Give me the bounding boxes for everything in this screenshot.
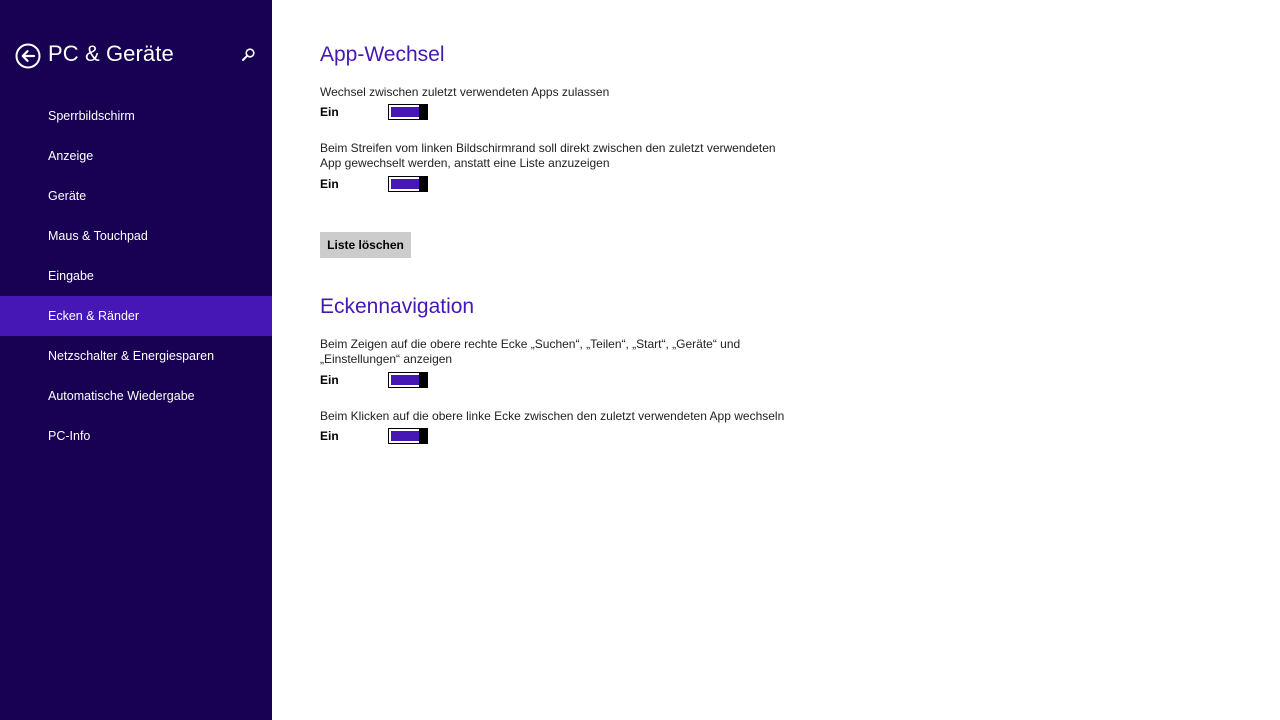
clear-list-button[interactable]: Liste löschen bbox=[320, 232, 411, 258]
toggle-state-label: Ein bbox=[320, 429, 339, 443]
toggle-row bbox=[320, 176, 460, 192]
upper-right-corner-charms-toggle[interactable] bbox=[388, 372, 428, 388]
sidebar-item-netzschalter-energiesparen[interactable]: Netzschalter & Energiesparen bbox=[48, 349, 215, 363]
setting-description: Beim Streifen vom linken Bildschirmrand soll direkt zwischen den zuletzt verwendeten App gewechselt werden, anstatt eine Liste anzuzeigen bbox=[320, 141, 776, 170]
sidebar-item-eingabe[interactable]: Eingabe bbox=[48, 269, 94, 283]
toggle-row bbox=[320, 372, 460, 388]
page-title: PC & Geräte bbox=[48, 41, 174, 66]
sidebar-item-anzeige[interactable]: Anzeige bbox=[48, 149, 94, 163]
sidebar-item-automatische-wiedergabe[interactable]: Automatische Wiedergabe bbox=[48, 389, 195, 403]
toggle-row bbox=[320, 104, 460, 120]
allow-app-switching-toggle[interactable] bbox=[388, 104, 428, 120]
swipe-direct-switch-toggle[interactable] bbox=[388, 176, 428, 192]
upper-left-corner-switch-toggle[interactable] bbox=[388, 428, 428, 444]
sidebar-item-ecken-raender[interactable]: Ecken & Ränder bbox=[0, 296, 272, 336]
toggle-state-label: Ein bbox=[320, 105, 339, 119]
sidebar-item-sperrbildschirm[interactable]: Sperrbildschirm bbox=[48, 109, 135, 123]
sidebar-nav bbox=[0, 96, 272, 456]
section-title-corner-navigation: Eckennavigation bbox=[320, 295, 475, 318]
back-arrow-circle-icon[interactable] bbox=[15, 43, 41, 69]
sidebar-item-pc-info[interactable]: PC-Info bbox=[48, 429, 91, 443]
sidebar-item-maus-touchpad[interactable]: Maus & Touchpad bbox=[48, 229, 148, 243]
setting-description: Beim Klicken auf die obere linke Ecke zwischen den zuletzt verwendeten App wechseln bbox=[320, 409, 785, 423]
toggle-state-label: Ein bbox=[320, 373, 339, 387]
sidebar-item-geraete[interactable]: Geräte bbox=[48, 189, 87, 203]
sidebar bbox=[0, 0, 272, 720]
setting-description: Wechsel zwischen zuletzt verwendeten Apps zulassen bbox=[320, 85, 610, 99]
section-title-app-switching: App-Wechsel bbox=[320, 43, 445, 66]
search-icon[interactable] bbox=[240, 47, 256, 63]
main-content bbox=[272, 0, 1280, 720]
setting-description: Beim Zeigen auf die obere rechte Ecke „Suchen“, „Teilen“, „Start“, „Geräte“ und „Einstellungen“ anzeigen bbox=[320, 337, 741, 366]
toggle-state-label: Ein bbox=[320, 177, 339, 191]
toggle-row bbox=[320, 428, 460, 444]
